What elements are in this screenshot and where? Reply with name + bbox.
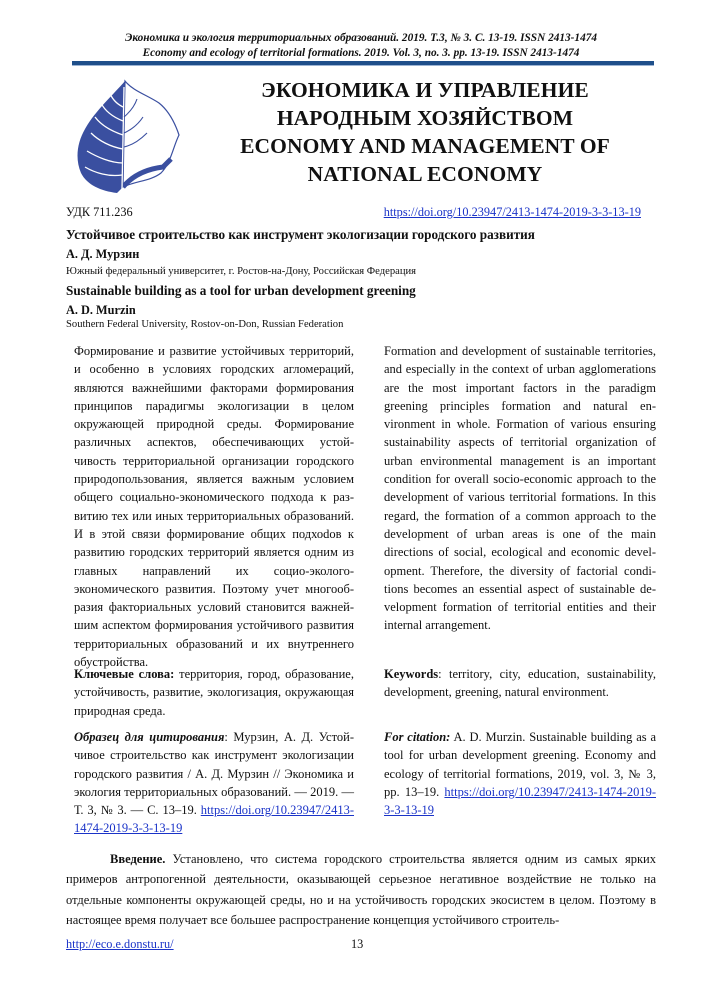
citation-text-en: A. D. Murzin. Sustainable building as a tool for urban development greening. Economy and ecology of territorial formations, 2019, vol. 3, № 3, pp. 13–19. <box>384 730 656 799</box>
affiliation-en: Southern Federal University, Rostov-on-Don, Russian Federation <box>66 319 344 330</box>
abstract-ru: Формирование и развитие устойчивых территорий, и особенно в условиях городских агломераций, являются важнейшими факторами формирования принципов парадигмы экологизации в целом окружающей природной среды. Формирование различных аспектов, обеспечивающих устойчивость территориальной организации городского природопользования, является важным условием общего социально-экономического подхода к развитию тех или иных территориальных образований. И в этой связи формирование общих подхоdов к развитию городских территорий является одним из главных направлений их социо-эколого-экономического развития. Поэтому учет многообразия факториальных условий становится важнейшим аспектом формирования устойчивого развития территориальных образований и их внутреннего обустройства. <box>74 344 354 670</box>
section-title-line: NATIONAL ECONOMY <box>307 162 543 186</box>
citation-text-ru: : Мурзин, А. Д. Устойчивое строительство как инструмент экологизации городского развития / А. Д. Мурзин // Экономика и экология территориальных образований. — 2019. — Т. 3, № 3. — С. 13–19. <box>74 730 355 818</box>
running-head-ru: Экономика и экология территориальных образований. 2019. Т.3, № 3. С. 13-19. ISSN 2413-1474 <box>124 32 598 44</box>
section-title <box>200 76 650 188</box>
citation-ru <box>74 728 354 838</box>
section-title-line: ЭКОНОМИКА И УПРАВЛЕНИЕ <box>261 78 589 102</box>
citation-label-en: For citation: <box>384 730 451 744</box>
introduction-text: Установлено, что система городского строительства является одним из самых ярких примеров антропогенной деятельности, оказывающей серьезное негативное воздействие не только на отдельные компоненты окружающей среды, но и на устойчивость городских экосистем в целом. Поэтому в настоящее время получает все большее распространение концепция устойчивого строитель- <box>66 852 656 927</box>
introduction-label: Введение. <box>110 852 166 866</box>
keywords-text-ru: территория, город, образование, устойчивость, развитие, экологизация, окружающая природная среда. <box>74 667 354 718</box>
running-head-en: Economy and ecology of territorial formations. 2019. Vol. 3, no. 3. pp. 13-19. ISSN 2413-1474 <box>142 47 580 59</box>
keywords-label-en: Keywords <box>384 667 439 681</box>
abstract-en: Formation and development of sustainable territories, and especially in the context of urban agglomerations are the most important factors in the paradigm greening principles formation and natural environment in whole. Formation of various ensuring sustainability aspects of territorial organization of urban environmental management is an important condition for overall socio-economic approach to the development of various territorial formations. In this regard, the formation of a common approach to the development of urban areas is one of the main directions of social, ecological and economic development. Therefore, the diversity of factorial conditions becomes an essential aspect of sustainable development formation of territorial entities and their internal arrangement. <box>384 344 656 633</box>
citation-label-ru: Образец для цитирования <box>74 730 225 744</box>
doi-link[interactable]: https://doi.org/10.23947/2413-1474-2019-3-3-13-19 <box>383 205 641 219</box>
author-en: A. D. Murzin <box>66 303 136 317</box>
introduction-paragraph <box>66 849 656 930</box>
keywords-en <box>384 665 656 702</box>
header-rule <box>72 61 654 66</box>
affiliation-ru: Южный федеральный университет, г. Ростов-на-Дону, Российская Федерация <box>66 266 417 277</box>
author-ru: А. Д. Мурзин <box>66 247 140 261</box>
article-title-en: Sustainable building as a tool for urban development greening <box>66 283 416 298</box>
keywords-text-en: : territory, city, education, sustainability, development, greening, natural environment. <box>384 667 656 700</box>
citation-doi-link-en[interactable]: https://doi.org/10.23947/2413-1474-2019-3-3-13-19 <box>384 784 656 818</box>
article-title-ru: Устойчивое строительство как инструмент экологизации городского развития <box>66 227 535 242</box>
leaf-logo-icon <box>73 77 181 195</box>
keywords-label-ru: Ключевые слова: <box>74 667 175 681</box>
page-number: 13 <box>351 937 364 951</box>
running-head <box>66 31 656 61</box>
section-title-line: НАРОДНЫМ ХОЗЯЙСТВОМ <box>276 106 574 130</box>
journal-url-link[interactable]: http://eco.e.donstu.ru/ <box>66 937 174 951</box>
citation-doi-link-ru[interactable]: https://doi.org/10.23947/2413-1474-2019-3-3-13-19 <box>74 803 354 836</box>
citation-en <box>384 728 656 819</box>
udc-code: УДК 711.236 <box>66 205 133 219</box>
keywords-ru <box>74 665 354 720</box>
section-title-line: ECONOMY AND MANAGEMENT OF <box>240 134 610 158</box>
